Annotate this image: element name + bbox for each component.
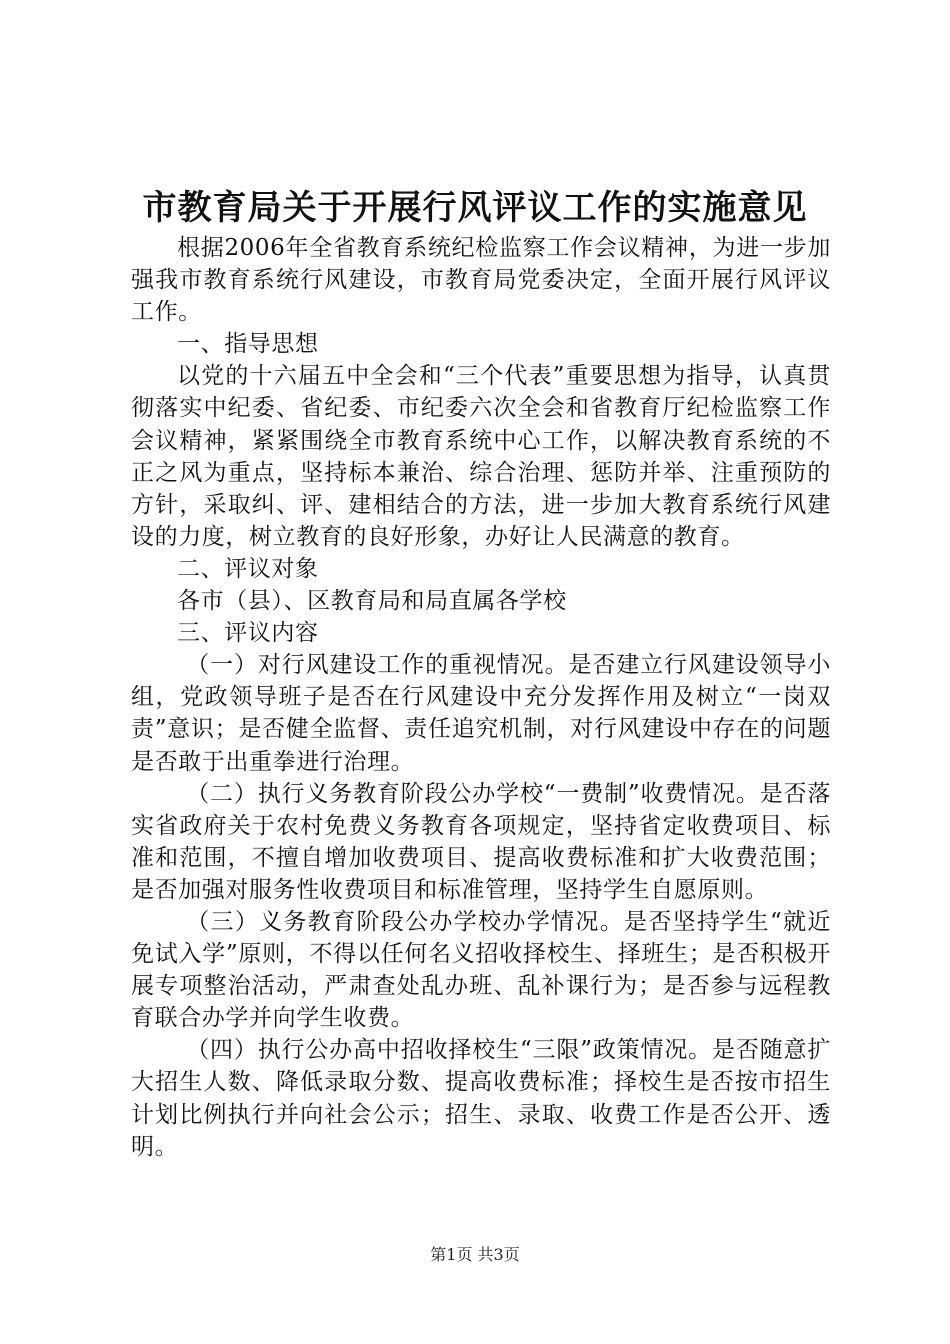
section-heading-guiding-ideology: 一、指导思想 bbox=[177, 331, 319, 358]
content-item-3: （三）义务教育阶段公办学校办学情况。是否坚持学生“就近免试入学”原则，不得以任何名义招收择校生、择班生；是否积极开展专项整治活动，严肃查处乱办班、乱补课行为；是否参与远程教育联合办学并向学生收费。 bbox=[131, 908, 831, 1032]
document-title: 市教育局关于开展行风评议工作的实施意见 bbox=[142, 188, 808, 228]
section-heading-evaluation-content: 三、评议内容 bbox=[177, 620, 319, 647]
content-item-4: （四）执行公办高中招收择校生“三限”政策情况。是否随意扩大招生人数、降低录取分数、提高收费标准；择校生是否按市招生计划比例执行并向社会公示；招生、录取、收费工作是否公开、透明。 bbox=[131, 1037, 831, 1160]
intro-paragraph: 根据2006年全省教育系统纪检监察工作会议精神，为进一步加强我市教育系统行风建设，市教育局党委决定，全面开展行风评议工作。 bbox=[131, 235, 831, 326]
page-footer: 第1页 共3页 bbox=[430, 1245, 520, 1264]
evaluation-targets-paragraph: 各市（县）、区教育局和局直属各学校 bbox=[177, 588, 567, 615]
document-body bbox=[131, 232, 831, 1163]
content-item-1: （一）对行风建设工作的重视情况。是否建立行风建设领导小组，党政领导班子是否在行风建设中充分发挥作用及树立“一岗双责”意识；是否健全监督、责任追究机制，对行风建设中存在的问题是否敢于出重拳进行治理。 bbox=[131, 652, 831, 775]
section-heading-evaluation-targets: 二、评议对象 bbox=[177, 555, 319, 582]
guiding-ideology-paragraph: 以党的十六届五中全会和“三个代表”重要思想为指导，认真贯彻落实中纪委、省纪委、市纪委六次全会和省教育厅纪检监察工作会议精神，紧紧围绕全市教育系统中心工作，以解决教育系统的不正之风为重点，坚持标本兼治、综合治理、惩防并举、注重预防的方针，采取纠、评、建相结合的方法，进一步加大教育系统行风建设的力度，树立教育的良好形象，办好让人民满意的教育。 bbox=[131, 363, 831, 550]
content-item-2: （二）执行义务教育阶段公办学校“一费制”收费情况。是否落实省政府关于农村免费义务教育各项规定，坚持省定收费项目、标准和范围，不擅自增加收费项目、提高收费标准和扩大收费范围；是否加强对服务性收费项目和标准管理，坚持学生自愿原则。 bbox=[131, 780, 831, 903]
